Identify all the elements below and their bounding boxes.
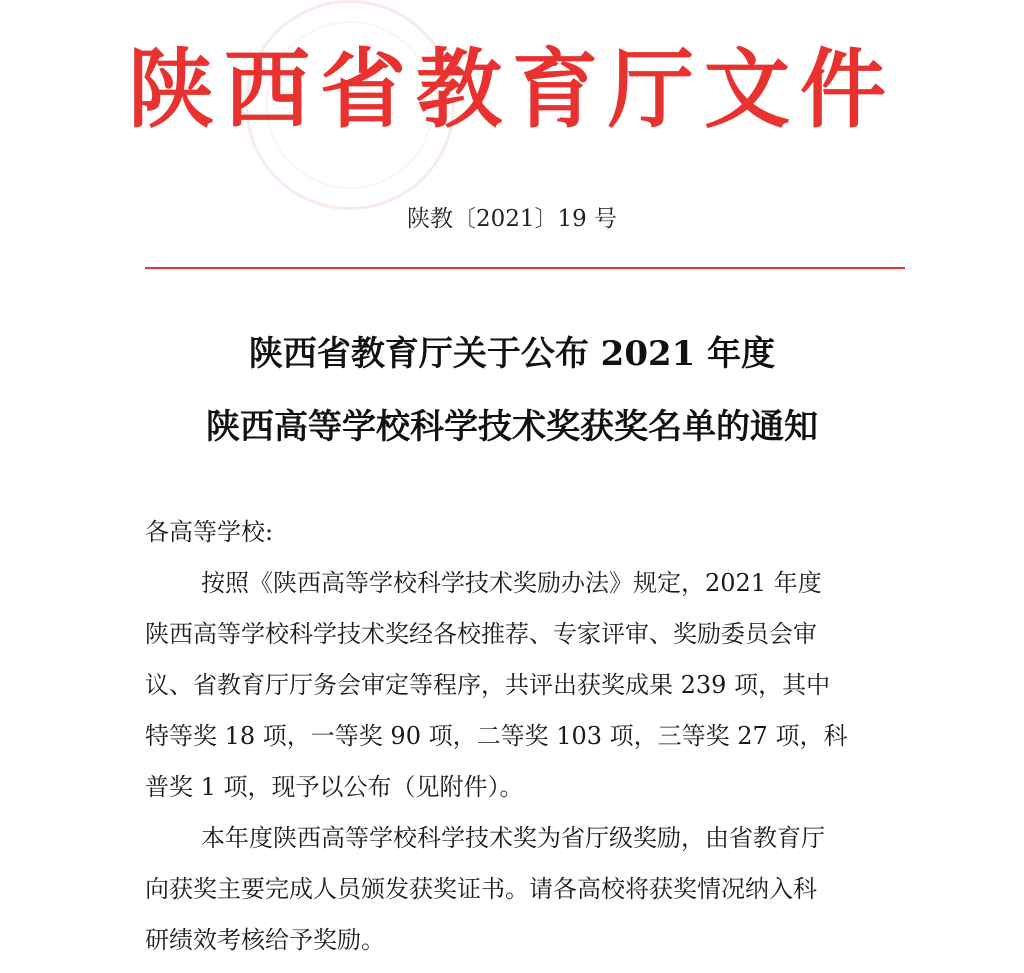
body-line: 向获奖主要完成人员颁发获奖证书。请各高校将获奖情况纳入科 [145, 875, 817, 903]
body-line: 按照《陕西高等学校科学技术奖励办法》规定，2021 年度 [201, 569, 822, 597]
agency-header-title: 陕西省教育厅文件 [128, 39, 896, 140]
body-line: 研绩效考核给予奖励。 [145, 926, 385, 954]
notice-title-line-2: 陕西高等学校科学技术奖获奖名单的通知 [206, 407, 818, 447]
body-line: 陕西高等学校科学技术奖经各校推荐、专家评审、奖励委员会审 [145, 620, 817, 648]
document-number: 陕教〔2021〕19 号 [406, 206, 618, 232]
body-line: 特等奖 18 项，一等奖 90 项，二等奖 103 项，三等奖 27 项，科 [145, 722, 848, 750]
body-line: 议、省教育厅厅务会审定等程序，共评出获奖成果 239 项，其中 [145, 671, 831, 699]
red-divider-line [145, 267, 905, 269]
notice-title-line-1: 陕西省教育厅关于公布 2021 年度 [248, 334, 776, 374]
body-line: 普奖 1 项，现予以公布（见附件）。 [145, 773, 524, 801]
salutation: 各高等学校: [145, 518, 274, 546]
body-line: 本年度陕西高等学校科学技术奖为省厅级奖励，由省教育厅 [201, 824, 825, 852]
